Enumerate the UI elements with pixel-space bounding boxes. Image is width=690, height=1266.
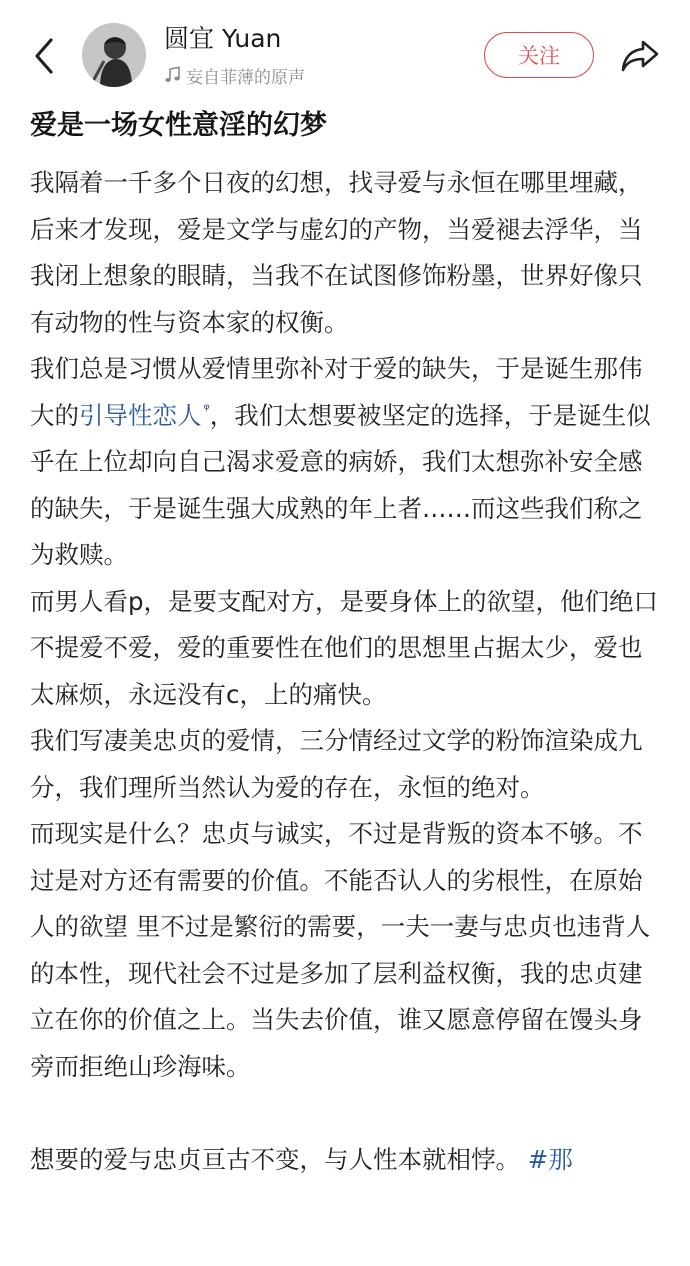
music-title: 妄自菲薄的原声 xyxy=(186,67,305,88)
music-note-icon xyxy=(164,66,182,84)
search-link[interactable] xyxy=(79,401,210,430)
paragraph-3: 而男人看p，是要支配对方，是要身体上的欲望，他们绝口不提爱不爱，爱的重要性在他们的思想里占据太少，爱也太麻烦，永远没有c，上的痛快。 xyxy=(30,586,659,709)
paragraph-2-start: 我们总是习惯从爱情里弥补对于爱的缺失，于是诞生那伟大的 xyxy=(30,354,643,430)
paragraph-4: 我们写凄美忠贞的爱情，三分情经过文学的粉饰渲染成九分，我们理所当然认为爱的存在，永恒的绝对。 xyxy=(30,726,643,802)
paragraph-5: 而现实是什么？忠贞与诚实，不过是背叛的资本不够。不过是对方还有需要的价值。不能否认人的劣根性，在原始人的欲望 里不过是繁衍的需要，一夫一妻与忠贞也违背人的本性，现代社会不过是多加了层利益权衡，我的忠贞建立在你的价值之上。当失去价值，谁又愿意停留在馒头身旁而拒绝山珍海味。 xyxy=(30,819,651,1081)
paragraph-spacer xyxy=(30,1090,660,1137)
paragraph-2 xyxy=(30,346,660,579)
follow-button[interactable]: 关注 xyxy=(484,32,594,78)
hashtag-link[interactable]: #那 xyxy=(527,1144,573,1174)
post-body xyxy=(30,160,660,1183)
music-info[interactable] xyxy=(164,62,305,88)
share-button[interactable] xyxy=(616,34,664,78)
paragraph-2-end: ，我们太想要被坚定的选择，于是诞生似乎在上位却向自己渴求爱意的病娇，我们太想弥补安全感的缺失，于是诞生强大成熟的年上者……而这些我们称之为救赎。 xyxy=(30,400,651,569)
post-title: 爱是一场女性意淫的幻梦 xyxy=(30,110,327,141)
paragraph-6 xyxy=(30,1137,660,1184)
back-button[interactable] xyxy=(26,34,62,78)
post-header xyxy=(0,0,690,100)
search-icon: ᵠ xyxy=(203,400,210,419)
share-arrow-icon xyxy=(620,39,660,73)
chevron-left-icon xyxy=(32,36,56,76)
paragraph-1: 我隔着一千多个日夜的幻想，找寻爱与永恒在哪里埋藏，后来才发现，爱是文学与虚幻的产物，当爱褪去浮华，当我闭上想象的眼睛，当我不在试图修饰粉墨，世界好像只有动物的性与资本家的权衡。 xyxy=(30,168,643,337)
avatar[interactable] xyxy=(82,23,146,87)
avatar-image xyxy=(82,23,146,87)
author-name[interactable]: 圆宜 Yuan xyxy=(164,24,282,53)
search-link-label: 引导性恋人 xyxy=(79,400,202,430)
paragraph-6-text: 想要的爱与忠贞亘古不变，与人性本就相悖。 xyxy=(30,1144,520,1174)
